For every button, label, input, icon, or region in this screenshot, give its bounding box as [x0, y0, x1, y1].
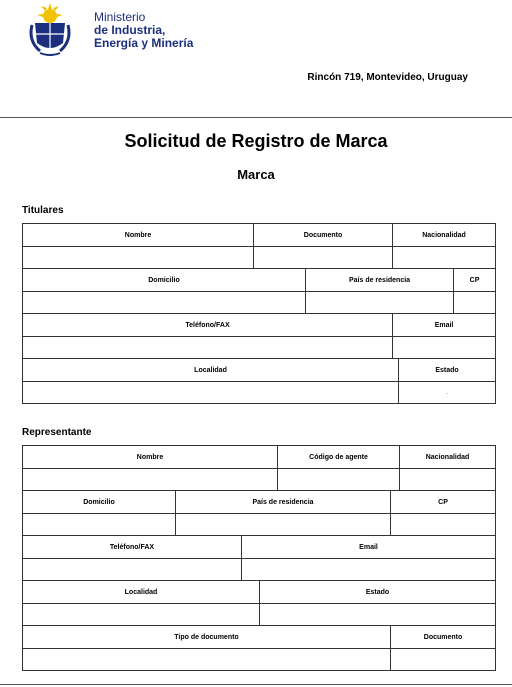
coat-of-arms-icon	[26, 3, 74, 57]
representante-cp-label: CP	[391, 491, 496, 514]
titulares-nacionalidad-field[interactable]	[393, 247, 496, 269]
titulares-cp-label: CP	[454, 269, 496, 292]
representante-email-field[interactable]	[242, 559, 496, 581]
titulares-estado-label: Estado	[399, 359, 496, 382]
representante-email-label: Email	[242, 536, 496, 559]
titulares-localidad-label: Localidad	[23, 359, 399, 382]
representante-pais-residencia-label: País de residencia	[176, 491, 391, 514]
titulares-telefono-fax-label: Teléfono/FAX	[23, 314, 393, 337]
titulares-cp-field[interactable]	[454, 292, 496, 314]
header-divider	[0, 117, 512, 118]
representante-table	[22, 445, 496, 671]
form-subtitle: Marca	[237, 167, 275, 182]
titulares-email-field[interactable]	[393, 337, 496, 359]
ministry-coat-of-arms-logo	[26, 3, 74, 57]
titulares-table	[22, 223, 496, 404]
representante-localidad-label: Localidad	[23, 581, 260, 604]
titulares-heading: Titulares	[22, 205, 64, 216]
titulares-pais-residencia-field[interactable]	[306, 292, 454, 314]
titulares-localidad-field[interactable]	[23, 382, 399, 404]
representante-nombre-label: Nombre	[23, 446, 278, 469]
titulares-pais-residencia-label: País de residencia	[306, 269, 454, 292]
titulares-domicilio-field[interactable]	[23, 292, 306, 314]
representante-codigo-agente-field[interactable]	[278, 469, 400, 491]
representante-documento-label: Documento	[391, 626, 496, 649]
representante-documento-field[interactable]	[391, 649, 496, 671]
titulares-email-label: Email	[393, 314, 496, 337]
titulares-domicilio-label: Domicilio	[23, 269, 306, 292]
footer-divider	[0, 684, 512, 685]
titulares-estado-value: .	[446, 390, 448, 396]
representante-codigo-agente-label: Código de agente	[278, 446, 400, 469]
representante-tipo-documento-label: Tipo de documento	[23, 626, 391, 649]
titulares-documento-label: Documento	[254, 224, 393, 247]
representante-domicilio-label: Domicilio	[23, 491, 176, 514]
ministry-name-line2: de Industria,	[94, 23, 166, 37]
form-title: Solicitud de Registro de Marca	[124, 131, 388, 151]
representante-tipo-documento-field[interactable]	[23, 649, 391, 671]
ministry-address: Rincón 719, Montevideo, Uruguay	[307, 72, 468, 83]
ministry-name-line3: Energía y Minería	[94, 36, 194, 50]
titulares-nombre-field[interactable]	[23, 247, 254, 269]
titulares-estado-field[interactable]	[399, 382, 496, 404]
representante-nombre-field[interactable]	[23, 469, 278, 491]
representante-heading: Representante	[22, 427, 92, 438]
titulares-telefono-fax-field[interactable]	[23, 337, 393, 359]
titulares-nombre-label: Nombre	[23, 224, 254, 247]
representante-nacionalidad-label: Nacionalidad	[400, 446, 496, 469]
representante-domicilio-field[interactable]	[23, 514, 176, 536]
representante-cp-field[interactable]	[391, 514, 496, 536]
titulares-documento-field[interactable]	[254, 247, 393, 269]
representante-nacionalidad-field[interactable]	[400, 469, 496, 491]
representante-estado-label: Estado	[260, 581, 496, 604]
representante-estado-field[interactable]	[260, 604, 496, 626]
ministry-name	[94, 11, 193, 50]
representante-telefono-fax-field[interactable]	[23, 559, 242, 581]
titulares-nacionalidad-label: Nacionalidad	[393, 224, 496, 247]
representante-telefono-fax-label: Teléfono/FAX	[23, 536, 242, 559]
ministry-name-line1: Ministerio	[94, 10, 146, 24]
representante-localidad-field[interactable]	[23, 604, 260, 626]
representante-pais-residencia-field[interactable]	[176, 514, 391, 536]
